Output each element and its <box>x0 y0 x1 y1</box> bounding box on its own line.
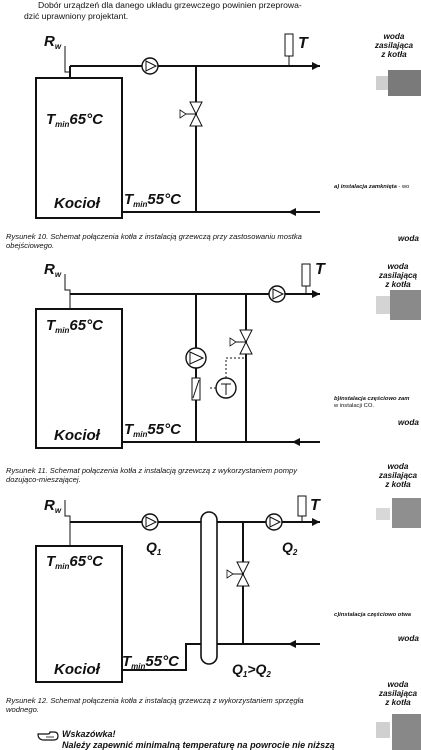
pipe-illustration-2 <box>370 288 421 322</box>
side-note-b: b)instalacja częściowo zam w instalacji CO. <box>334 396 410 409</box>
thermometer-icon <box>298 496 306 516</box>
figure-12-caption: Rysunek 12. Schemat połączenia kotła z instalacją grzewczą z wykorzystaniem sprzęgła wodnego. <box>6 696 304 714</box>
rw-label: $R_w$ <box>44 33 62 51</box>
sensor-label: T <box>315 261 325 278</box>
boiler-label: Kocioł <box>54 427 100 444</box>
figure-11-caption: Rysunek 11. Schemat połączenia kotła z instalacją grzewczą z wykorzystaniem pompy dozująco-mieszającej. <box>6 466 298 484</box>
tmin-low-label: $T_{min}55^\circ C$ <box>124 421 181 439</box>
tmin-high-label: $T_{min}65^\circ C$ <box>46 111 103 129</box>
intro-paragraph <box>24 0 368 22</box>
sensor-label: T <box>310 497 320 514</box>
boiler-label: Kocioł <box>54 661 100 678</box>
tip-title: Wskazówka! <box>62 729 116 739</box>
rw-label: $R_w$ <box>44 261 62 279</box>
tmin-high-label: $T_{min}65^\circ C$ <box>46 317 103 335</box>
side-water-label-4: woda zasilająca z kotła <box>378 680 418 707</box>
figure-10-diagram <box>0 22 340 232</box>
pipe-illustration-1 <box>370 68 421 98</box>
intro-line-1: Dobór urządzeń dla danego układu grzewczego powinien przeprowa- <box>38 0 302 10</box>
valve-icon <box>237 562 249 574</box>
side-water-label-3: woda zasilająca z kotła <box>378 462 418 489</box>
pipe-illustration-3 <box>370 496 421 530</box>
tip-body: Należy zapewnić minimalną temperaturę na powrocie nie niższą <box>62 740 335 750</box>
side-note-a: a) instalacja zamknięta - wo <box>334 184 410 190</box>
figure-10-caption: Rysunek 10. Schemat połączenia kotła z instalacją grzewczą przy zastosowaniu mostka obejściowego. <box>6 232 302 250</box>
tmin-low-label: $T_{min}55^\circ C$ <box>122 653 179 671</box>
side-water-label-1: woda zasilająca z kotła <box>374 32 414 59</box>
pointing-hand-icon <box>36 728 60 744</box>
flue-pipe <box>65 274 70 309</box>
figure-11-diagram <box>0 252 340 462</box>
side-note-b-water: woda <box>398 418 419 427</box>
tmin-low-label: $T_{min}55^\circ C$ <box>124 191 181 209</box>
thermometer-icon <box>302 264 310 286</box>
sensor-label: T <box>298 35 308 52</box>
intro-line-2: dzić uprawniony projektant. <box>24 11 129 21</box>
side-note-a-water: woda <box>398 234 419 243</box>
side-note-c-water: woda <box>398 634 419 643</box>
flow-comparison-label: $Q_1>Q_2$ <box>232 661 271 679</box>
thermometer-icon <box>285 34 293 56</box>
q1-label: $Q_1$ <box>146 539 162 557</box>
q2-label: $Q_2$ <box>282 539 298 557</box>
tmin-high-label: $T_{min}65^\circ C$ <box>46 553 103 571</box>
side-water-label-2: woda zasilającą z kotła <box>378 262 418 289</box>
hydraulic-separator <box>201 512 217 664</box>
boiler-label: Kocioł <box>54 195 100 212</box>
rw-label: $R_w$ <box>44 497 62 515</box>
pipe-illustration-4 <box>370 712 421 750</box>
valve-icon <box>240 330 252 342</box>
return-arrow <box>288 208 296 216</box>
flue-pipe <box>65 500 70 546</box>
side-note-c: c)instalacja częściowo otwa <box>334 612 411 618</box>
valve-icon <box>190 102 202 114</box>
figure-12-diagram <box>0 490 340 700</box>
supply-arrow <box>312 62 320 70</box>
